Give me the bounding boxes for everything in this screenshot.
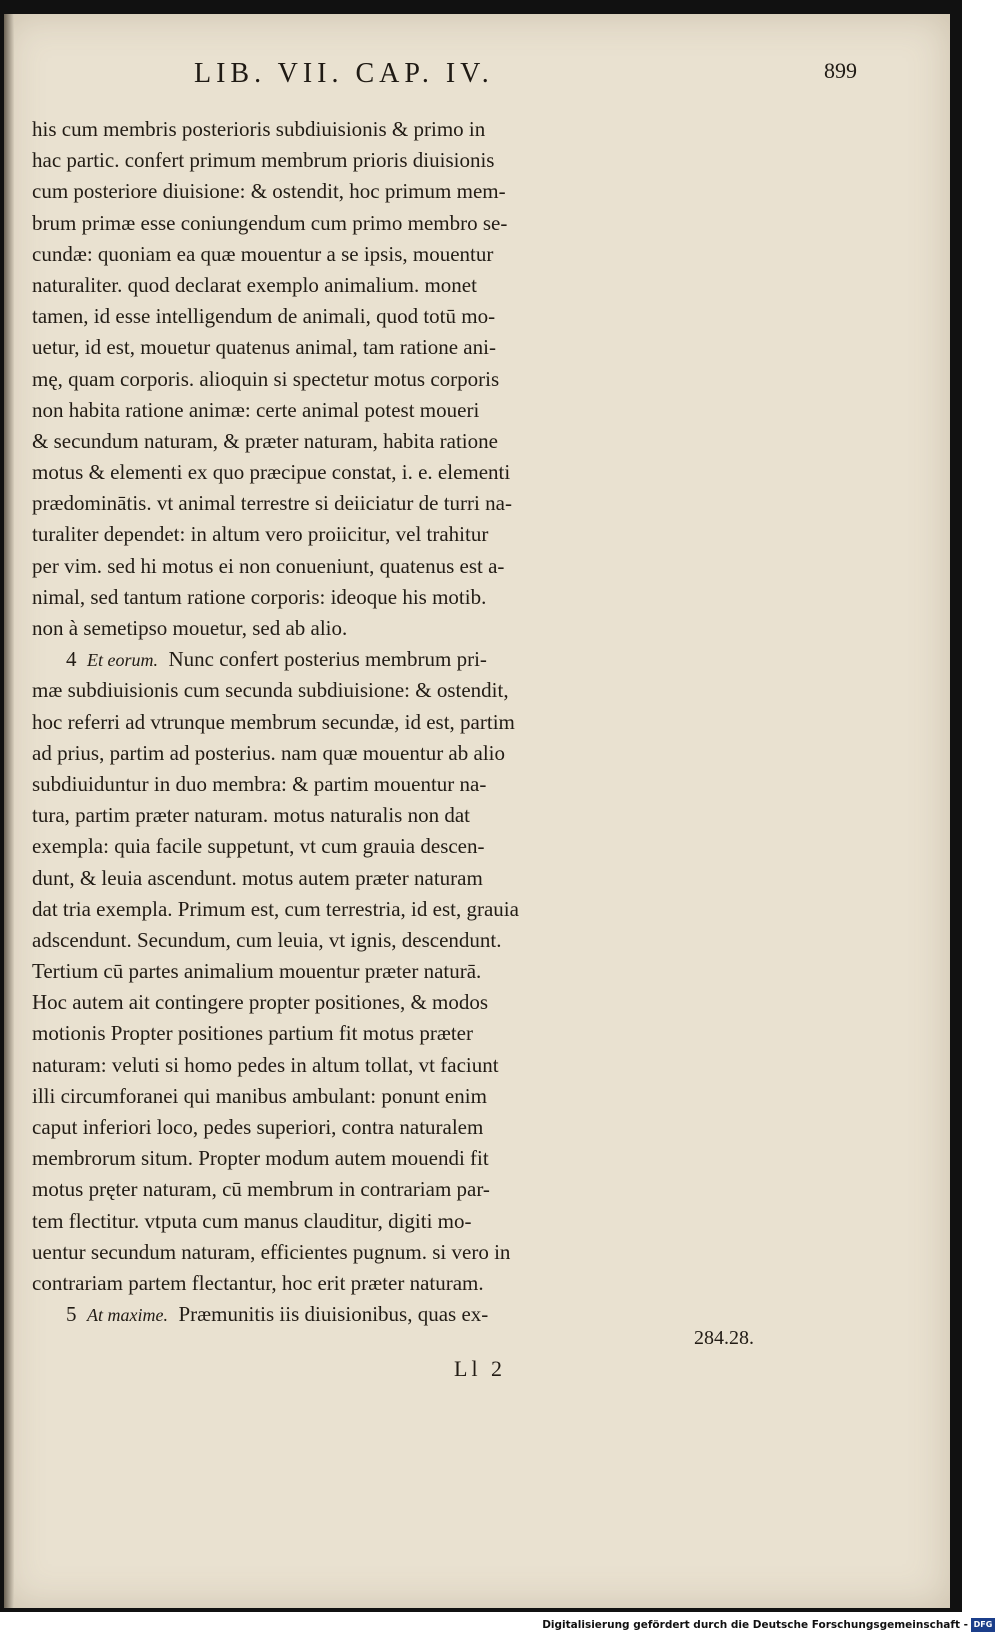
text-line: motionis Propter positiones partium fit motus præter bbox=[32, 1021, 473, 1046]
text-line: naturaliter. quod declarat exemplo animalium. monet bbox=[32, 272, 477, 297]
text-line: & secundum naturam, & præter naturam, habita ratione bbox=[32, 428, 498, 453]
text-line: illi circumforanei qui manibus ambulant: ponunt enim bbox=[32, 1083, 487, 1108]
text-line: tamen, id esse intelligendum de animali, quod totū mo- bbox=[32, 304, 496, 329]
text-line: tura, partim præter naturam. motus naturalis non dat bbox=[32, 803, 470, 828]
lemma: Et eorum. bbox=[87, 650, 158, 671]
text-line: mę, quam corporis. alioquin si spectetur motus corporis bbox=[32, 366, 500, 391]
text-line: nimal, sed tantum ratione corporis: ideoque his motib. bbox=[32, 584, 487, 609]
text-line: subdiuiduntur in duo membra: & partim mouentur na- bbox=[32, 771, 487, 796]
text-line: his cum membris posterioris subdiuisionis & primo in bbox=[32, 117, 486, 141]
text-line: per vim. sed hi motus ei non conueniunt, quatenus est a- bbox=[32, 553, 505, 578]
paragraph-4-start bbox=[32, 644, 672, 675]
text-line: dunt, & leuia ascendunt. motus autem præter naturam bbox=[32, 865, 483, 890]
text-line: cum posteriore diuisione: & ostendit, hoc primum mem- bbox=[32, 179, 506, 204]
text-line: Hoc autem ait contingere propter positiones, & modos bbox=[32, 990, 489, 1015]
text-line: hoc referri ad vtrunque membrum secundæ, id est, partim bbox=[32, 709, 515, 734]
text-line: cundæ: quoniam ea quæ mouentur a se ipsis, mouentur bbox=[32, 241, 494, 266]
text-line: Tertium cū partes animalium mouentur præter naturā. bbox=[32, 959, 482, 984]
book-page bbox=[4, 14, 950, 1608]
text-line: contrariam partem flectantur, hoc erit præter naturam. bbox=[32, 1270, 484, 1295]
lemma: At maxime. bbox=[87, 1305, 168, 1326]
text-line: dat tria exempla. Primum est, cum terrestria, id est, grauia bbox=[32, 896, 519, 921]
text-line: hac partic. confert primum membrum prioris diuisionis bbox=[32, 148, 495, 173]
funding-credit: Digitalisierung gefördert durch die Deutsche Forschungsgemeinschaft - bbox=[542, 1619, 968, 1631]
text-line: membrorum situm. Propter modum autem mouendi fit bbox=[32, 1146, 489, 1171]
text-line: ad prius, partim ad posterius. nam quæ mouentur ab alio bbox=[32, 740, 505, 765]
text-line: exempla: quia facile suppetunt, vt cum grauia descen- bbox=[32, 834, 485, 859]
text-line: uentur secundum naturam, efficientes pugnum. si vero in bbox=[32, 1239, 511, 1264]
signature-mark: Ll 2 bbox=[454, 1356, 507, 1381]
text-line: Nunc confert posterius membrum pri- bbox=[168, 647, 487, 672]
text-line: adscendunt. Secundum, cum leuia, vt ignis, descendunt. bbox=[32, 927, 502, 952]
page-gutter bbox=[4, 14, 14, 1608]
commentary-text bbox=[32, 114, 672, 1330]
text-line: naturam: veluti si homo pedes in altum tollat, vt faciunt bbox=[32, 1052, 499, 1077]
paragraph-number: 5 bbox=[66, 1302, 77, 1327]
text-line: mæ subdiuisionis cum secunda subdiuisione: & ostendit, bbox=[32, 678, 509, 703]
text-line: turaliter dependet: in altum vero proiicitur, vel trahitur bbox=[32, 522, 489, 547]
text-line: non habita ratione animæ: certe animal potest moueri bbox=[32, 397, 480, 422]
text-line: motus pręter naturam, cū membrum in contrariam par- bbox=[32, 1177, 490, 1202]
text-line: prædominātis. vt animal terrestre si deiiciatur de turri na- bbox=[32, 491, 512, 516]
text-line: tem flectitur. vtputa cum manus clauditur, digiti mo- bbox=[32, 1208, 472, 1233]
text-line: brum primæ esse coniungendum cum primo membro se- bbox=[32, 210, 508, 235]
page-number: 899 bbox=[824, 58, 857, 83]
paragraph-number: 4 bbox=[66, 647, 77, 672]
footer-bar bbox=[0, 1612, 1000, 1638]
text-line: non à semetipso mouetur, sed ab alio. bbox=[32, 616, 348, 640]
paragraph-5-start bbox=[32, 1299, 672, 1330]
running-head: LIB. VII. CAP. IV. bbox=[194, 58, 494, 89]
text-line: uetur, id est, mouetur quatenus animal, tam ratione ani- bbox=[32, 335, 496, 360]
text-line: caput inferiori loco, pedes superiori, contra naturalem bbox=[32, 1115, 484, 1139]
text-line: motus & elementi ex quo præcipue constat, i. e. elementi bbox=[32, 460, 511, 485]
dfg-logo: DFG bbox=[971, 1618, 995, 1632]
text-line: Præmunitis iis diuisionibus, quas ex- bbox=[178, 1302, 489, 1327]
margin-note: 284.28. bbox=[694, 1327, 754, 1349]
